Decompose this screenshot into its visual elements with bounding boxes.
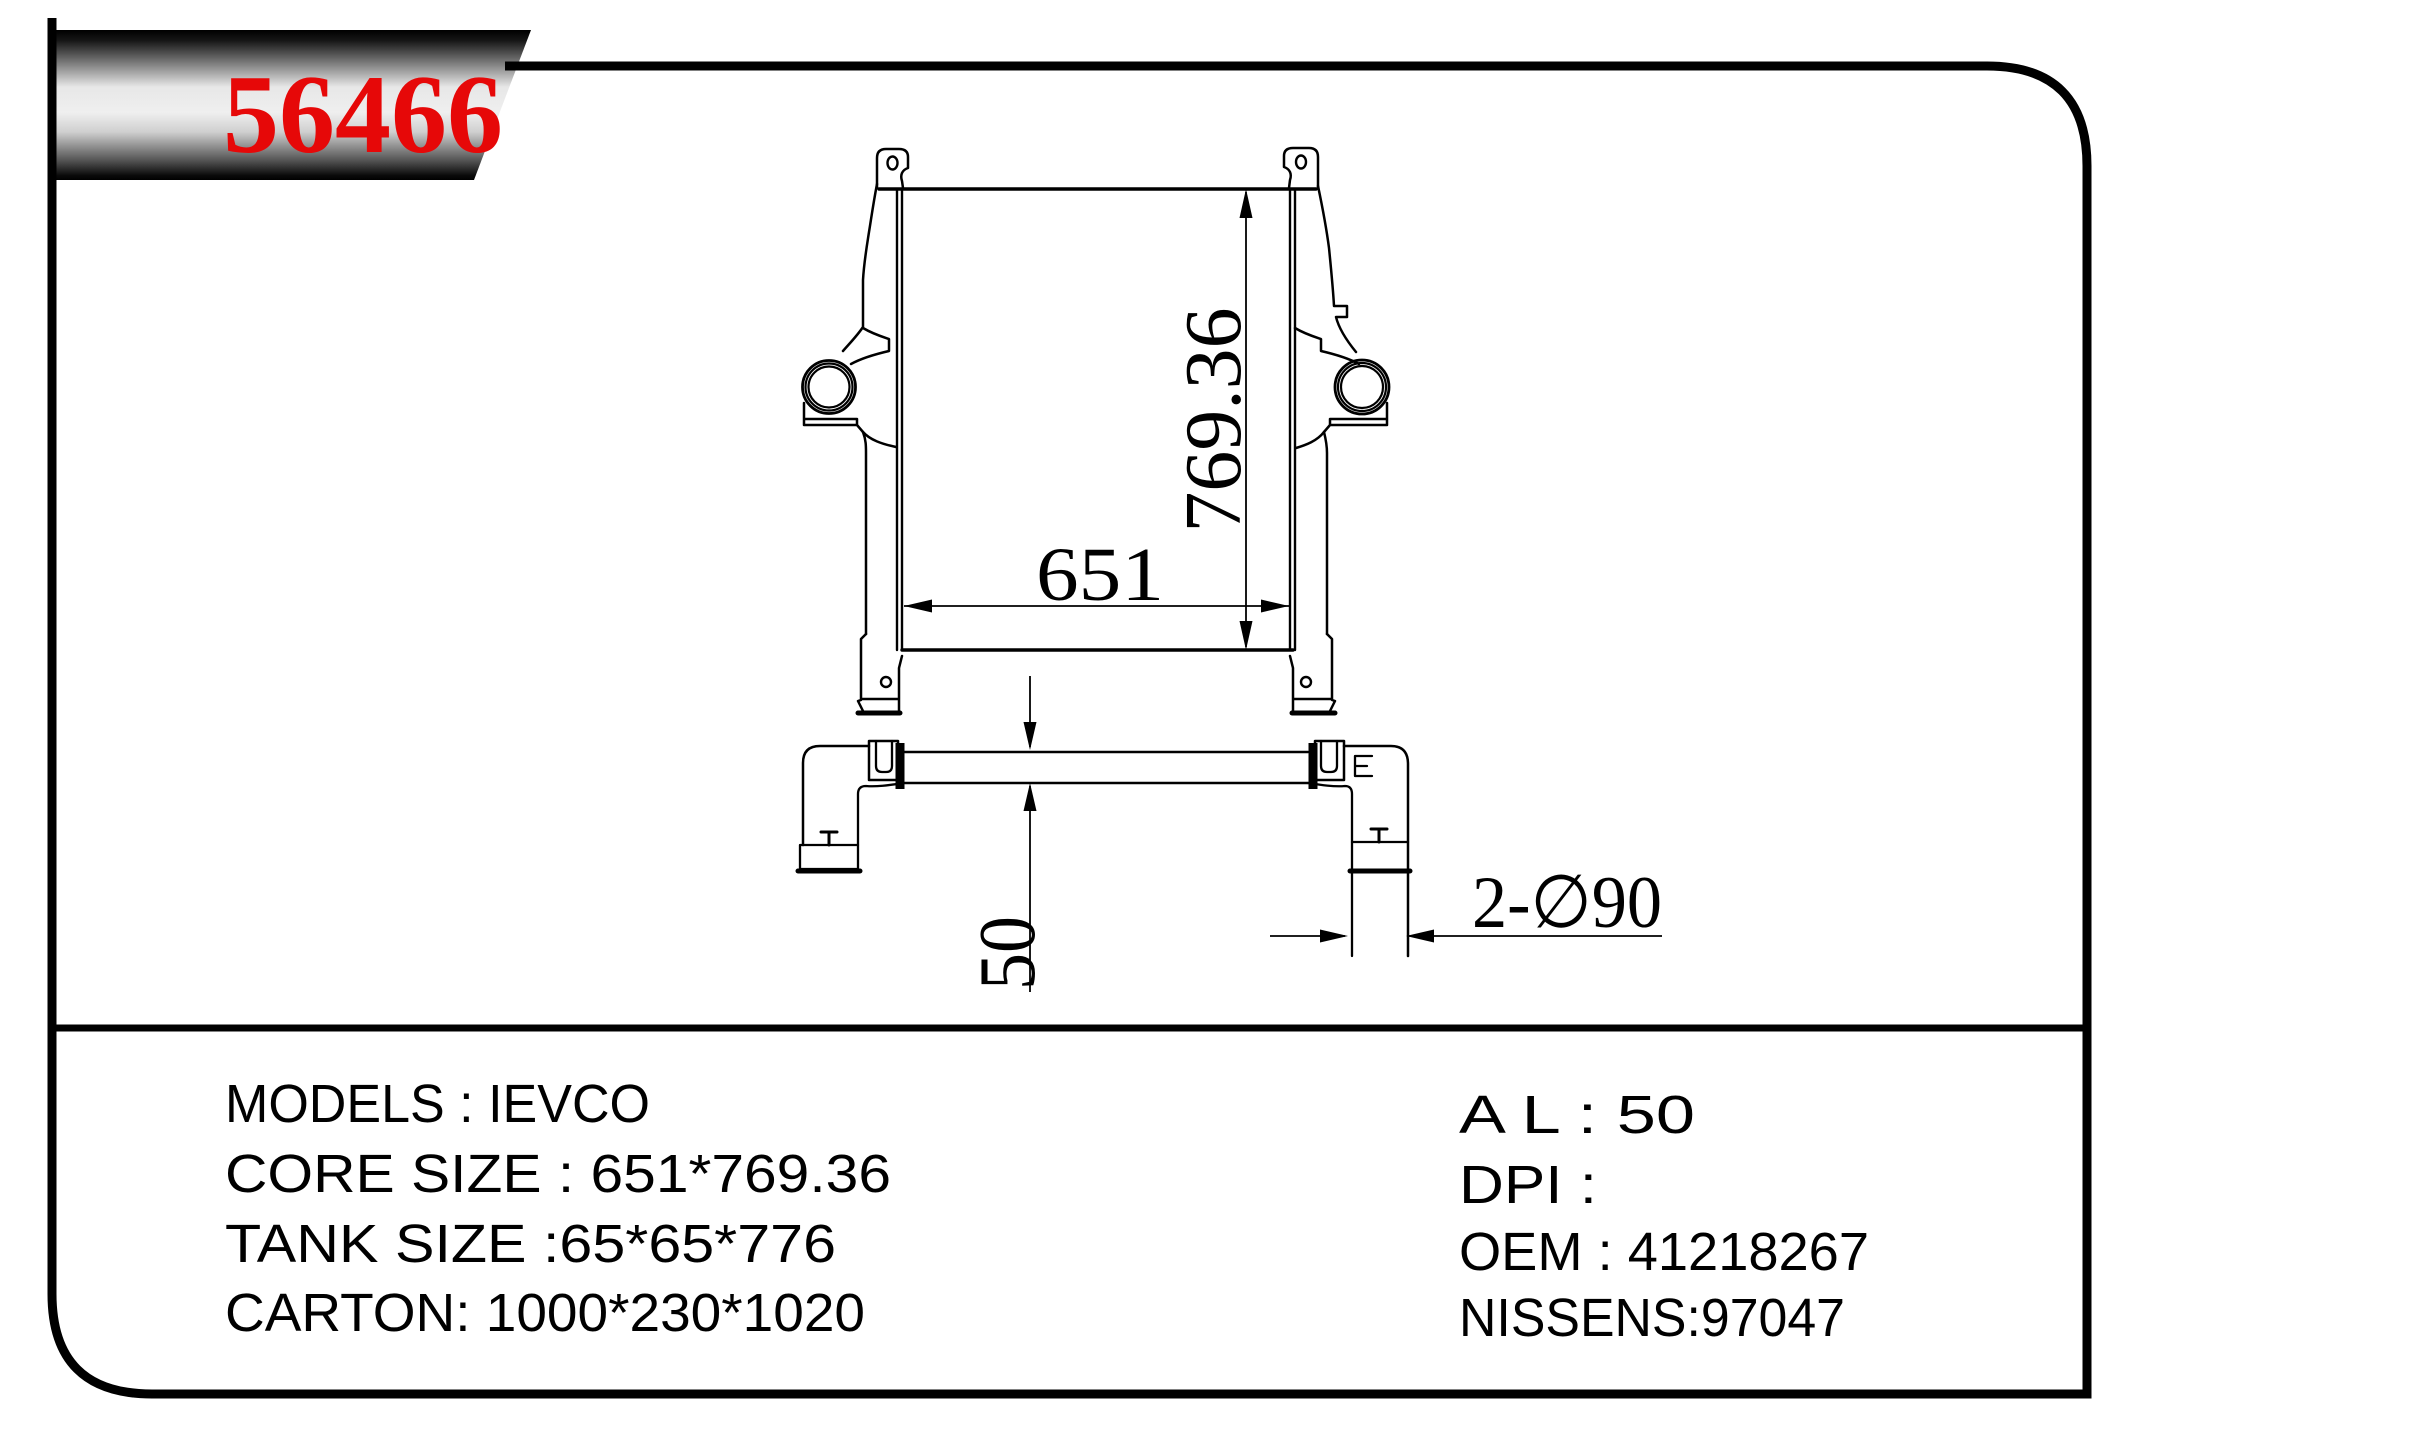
spec-models: MODELS : IEVCO xyxy=(225,1074,650,1134)
right-tank-lower-edge xyxy=(1324,432,1327,634)
dim-width-arrow-left xyxy=(904,600,932,613)
dim-50-label: 50 xyxy=(964,910,1052,990)
latch-detail-icon xyxy=(1355,756,1372,776)
dimension-core-width xyxy=(904,533,1289,617)
right-foot-hole xyxy=(1301,677,1311,687)
left-foot-pin xyxy=(821,832,837,845)
right-clip-slot xyxy=(1321,741,1337,772)
dimension-bracket-height xyxy=(964,676,1052,992)
right-clip xyxy=(1315,741,1344,780)
left-clip-slot xyxy=(876,741,892,772)
left-bracket-inner xyxy=(858,783,904,845)
dim-height-arrow-down xyxy=(1240,621,1253,650)
dimensions xyxy=(904,189,1662,992)
left-top-tab-hole xyxy=(888,157,898,170)
right-bracket-inner xyxy=(1308,783,1352,956)
dim-50-arrow-down xyxy=(1024,722,1037,750)
spec-oem: OEM : 41218267 xyxy=(1459,1222,1869,1282)
right-foot-pin xyxy=(1371,829,1387,842)
dimension-core-height xyxy=(1170,189,1258,650)
left-bracket-foot xyxy=(800,845,858,869)
dim-50-arrow-up xyxy=(1024,783,1037,811)
left-foot-outline xyxy=(858,634,902,713)
right-tank-profile xyxy=(1318,186,1356,352)
left-clip xyxy=(869,741,898,780)
dim-holes-arrow-right xyxy=(1320,930,1348,943)
right-tank-seam-upper xyxy=(1295,328,1359,364)
dim-width-label: 651 xyxy=(1036,533,1164,617)
left-tank-profile xyxy=(843,184,877,351)
spec-table xyxy=(225,1074,1869,1348)
spec-tank-size: TANK SIZE :65*65*776 xyxy=(225,1214,836,1274)
dim-holes-label: 2-∅90 xyxy=(1472,862,1662,944)
dimension-leg-holes xyxy=(1270,862,1662,944)
spec-carton: CARTON: 1000*230*1020 xyxy=(225,1283,865,1343)
right-tank-seam-lower xyxy=(1296,432,1324,448)
title-banner xyxy=(52,30,531,180)
right-foot-outline xyxy=(1290,634,1335,713)
right-pipe-inner xyxy=(1341,366,1383,408)
intercooler-front-view xyxy=(803,148,1390,713)
spec-core-size: CORE SIZE : 651*769.36 xyxy=(225,1144,892,1204)
left-foot-hole xyxy=(881,677,891,687)
right-pipe-outer xyxy=(1335,360,1389,414)
right-top-tab-hole xyxy=(1296,156,1306,169)
left-pipe-inner xyxy=(809,367,850,408)
left-tank-seam-lower xyxy=(863,432,896,447)
right-bracket-outer xyxy=(1344,746,1408,956)
spec-right-column xyxy=(1459,1085,1869,1348)
spec-al: A L : 50 xyxy=(1459,1085,1695,1145)
dim-height-arrow-up xyxy=(1240,189,1253,218)
spec-left-column xyxy=(225,1074,891,1343)
left-pipe-mid xyxy=(806,364,853,411)
part-number: 56466 xyxy=(223,53,503,177)
dim-width-arrow-right xyxy=(1261,600,1289,613)
bottom-bracket-view xyxy=(798,741,1410,956)
left-pipe-outer xyxy=(803,361,856,414)
right-pipe-mid xyxy=(1338,363,1386,411)
dim-height-label: 769.36 xyxy=(1170,312,1258,533)
left-tank-lower-edge xyxy=(863,432,866,634)
spec-nissens: NISSENS:97047 xyxy=(1459,1288,1845,1348)
dim-holes-arrow-left xyxy=(1406,930,1434,943)
spec-dpi: DPI : xyxy=(1459,1155,1597,1215)
